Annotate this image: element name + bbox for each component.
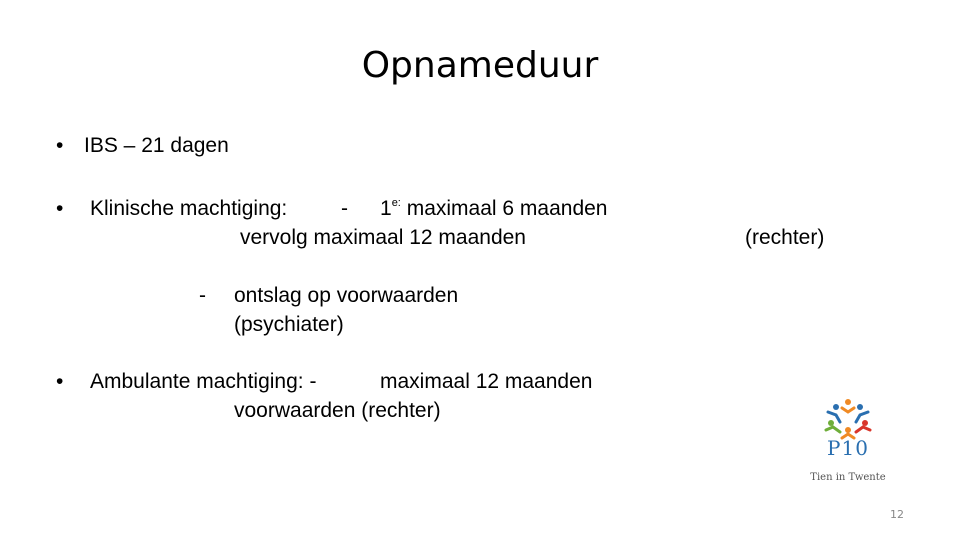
page-number: 12 — [890, 508, 904, 521]
ambulant-duration: maximaal 12 maanden — [380, 370, 593, 393]
bullet-icon: • — [56, 134, 64, 157]
slide-title: Opnameduur — [361, 45, 599, 86]
klinisch-dash: - — [341, 197, 348, 220]
logo-text: P10 — [827, 436, 869, 460]
klinisch-label: Klinische machtiging: — [90, 197, 288, 220]
ontslag-line2: (psychiater) — [234, 313, 344, 336]
logo-subtext: Tien in Twente — [810, 472, 886, 483]
ontslag-dash: - — [199, 284, 206, 307]
first-number: 1 — [380, 197, 392, 220]
bullet-icon: • — [56, 370, 64, 393]
ambulant-line2: voorwaarden (rechter) — [234, 399, 441, 422]
klinisch-first-term — [380, 196, 608, 221]
bullet-ibs: IBS – 21 dagen — [84, 134, 229, 157]
bullet-icon: • — [56, 197, 64, 220]
klinisch-vervolg: vervolg maximaal 12 maanden — [240, 226, 526, 249]
ambulant-label: Ambulante machtiging: - — [90, 370, 317, 393]
klinisch-rechter: (rechter) — [745, 226, 825, 249]
ontslag-line1: ontslag op voorwaarden — [234, 284, 459, 307]
p10-logo — [806, 396, 890, 488]
first-ordinal: e: — [391, 197, 401, 209]
first-duration: maximaal 6 maanden — [406, 197, 608, 220]
